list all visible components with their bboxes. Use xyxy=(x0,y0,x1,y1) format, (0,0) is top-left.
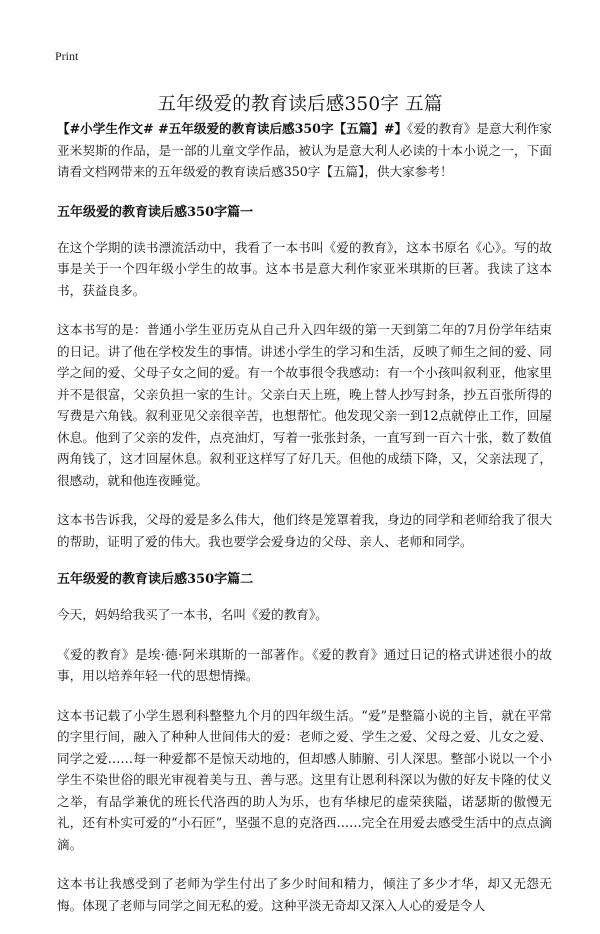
section-1-paragraph-3: 这本书告诉我，父母的爱是多么伟大，他们终是笼罩着我，身边的同学和老师给我了很大的帮助，证明了爱的伟大。我也要学会爱身边的父母、亲人、老师和同学。 xyxy=(57,512,552,549)
section-2-paragraph-1: 今天，妈妈给我买了一本书，名叫《爱的教育》。 xyxy=(57,607,328,622)
section-1-paragraph-2: 这本书写的是：普通小学生亚历克从自己升入四年级的第一天到第二年的7月份学年结束的日记。讲了他在学校发生的事情。讲述小学生的学习和生活，反映了师生之间的爱、同学之间的爱、父母子女之间的爱。有一个故事很令我感动：有一个小孩叫叙利亚，他家里并不是很富，父亲负担一家的生计。父亲白天上班，晚上替人抄写封条，抄五百张所得的写费是六角钱。叙利亚见父亲很辛苦，也想帮忙。他发现父亲一到12点就停止工作，回屋休息。他到了父亲的发件，点亮油灯，写着一张张封条，一直写到一百六十张，数了数值两角钱了，这才回屋休息。叙利亚这样写了好几天。但他的成绩下降，又，父亲法现了，很感动，就和他连夜睡觉。 xyxy=(57,322,552,488)
document-body xyxy=(57,118,552,934)
document-title: 五年级爱的教育读后感350字 五篇 xyxy=(157,94,443,116)
section-2-paragraph-4: 这本书让我感受到了老师为学生付出了多少时间和精力，倾注了多少才华，却又无怨无悔。体现了老师与同学之间无私的爱。这种平淡无奇却又深入人心的爱是令人 xyxy=(57,876,552,913)
section-1-paragraph-1: 在这个学期的读书漂流活动中，我看了一本书叫《爱的教育》，这本书原名《心》。写的故事是关于一个四年级小学生的故事。这本书是意大利作家亚米琪斯的巨著。我读了这本书，获益良多。 xyxy=(57,239,552,298)
section-heading-2: 五年级爱的教育读后感350字篇二 xyxy=(57,572,254,587)
section-2-paragraph-2: 《爱的教育》是埃·德·阿米琪斯的一部著作。《爱的教育》通过日记的格式讲述很小的故事，用以培养年轻一代的思想情操。 xyxy=(57,646,552,683)
intro-text: 《爱的教育》是意大利作家亚米契斯的作品，是一部的儿童文学作品，被认为是意大利人必读的十本小说之一，下面请看文档网带来的五年级爱的教育读后感350字【五篇】，供大家参考！ xyxy=(57,121,552,179)
intro-paragraph xyxy=(57,118,552,183)
print-label: Print xyxy=(55,49,79,63)
section-heading-1: 五年级爱的教育读后感350字篇一 xyxy=(57,204,254,220)
intro-lead: 【#小学生作文# #五年级爱的教育读后感350字【五篇】#】 xyxy=(57,121,408,136)
section-2-paragraph-3: 这本书记载了小学生恩利科整整九个月的四年级生活。“爱”是整篇小说的主旨，就在平常的字里行间，融入了种种人世间伟大的爱：老师之爱、学生之爱、父母之爱、儿女之爱、同学之爱……每一种爱都不是惊天动地的，但却感人肺腑、引人深思。整部小说以一个小学生不染世俗的眼光审视着美与丑、善与恶。这里有让恩利科深以为傲的好友卡隆的仗义之举，有品学兼优的班长代洛西的助人为乐，也有华棣尼的虚荣狭隘，诺瑟斯的傲慢无礼，还有朴实可爱的“小石匠”，坚强不息的克洛西……完全在用爱去感受生活中的点点滴滴。 xyxy=(57,707,552,852)
